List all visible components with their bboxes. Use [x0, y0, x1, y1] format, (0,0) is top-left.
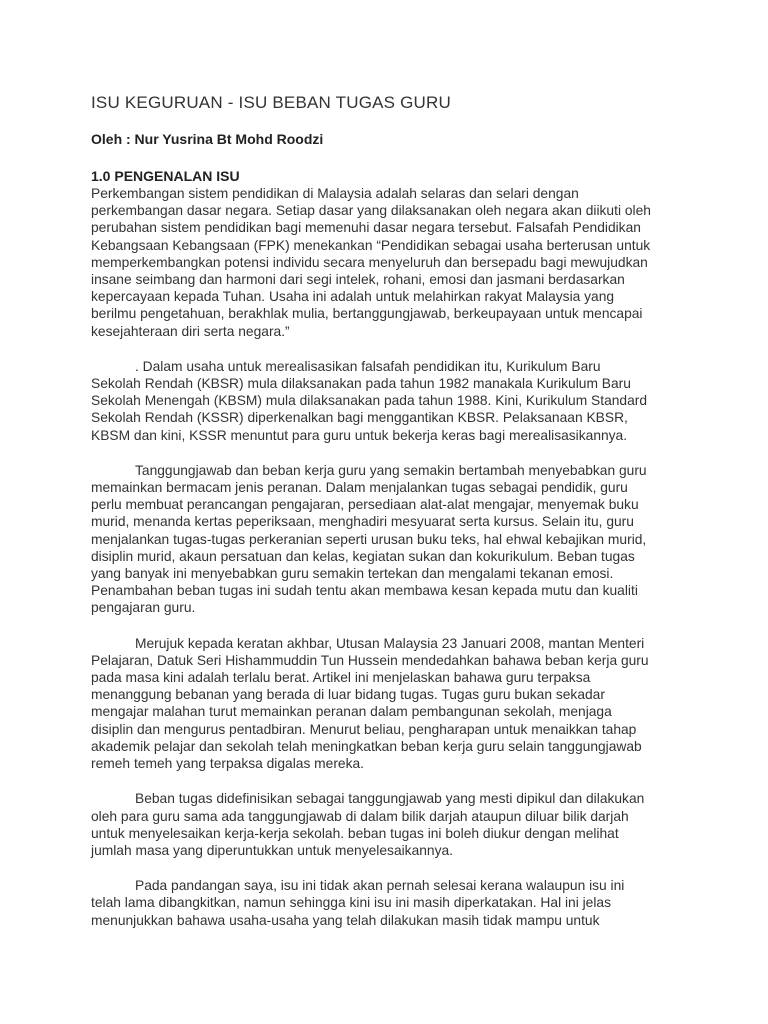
- paragraph-line: perubahan sistem pendidikan bagi memenuhi dasar negara tersebut. Falsafah Pendidikan: [91, 220, 641, 236]
- document-body: [91, 185, 681, 929]
- section-heading: 1.0 PENGENALAN ISU: [91, 168, 240, 184]
- paragraph-line: Sekolah Rendah (KSSR) diperkenalkan bagi menggantikan KBSR. Pelaksanaan KBSR,: [91, 410, 628, 426]
- paragraph: [91, 358, 681, 444]
- paragraph-line: murid, menanda kertas peperiksaan, menghadiri mesyuarat serta kursus. Selain itu, guru: [91, 514, 634, 530]
- paragraph-line: jumlah masa yang diperuntukkan untuk menyelesaikannya.: [91, 842, 453, 858]
- paragraph-line: pada masa kini adalah terlalu berat. Artikel ini menjelaskan bahawa guru terpaksa: [91, 670, 591, 686]
- paragraph-line: akademik pelajar dan sekolah telah meningkatkan beban kerja guru selain tanggungjawab: [91, 738, 642, 754]
- document-page: [91, 93, 681, 947]
- paragraph-line: pengajaran guru.: [91, 600, 196, 616]
- paragraph-line: . Dalam usaha untuk merealisasikan falsafah pendidikan itu, Kurikulum Baru: [135, 358, 601, 374]
- paragraph-line: Sekolah Menengah (KBSM) mula dilaksanakan pada tahun 1988. Kini, Kurikulum Standard: [91, 393, 648, 409]
- paragraph-line: menunjukkan bahawa usaha-usaha yang telah dilakukan masih tidak mampu untuk: [91, 912, 600, 928]
- paragraph: [91, 185, 681, 340]
- paragraph-line: perkembangan dasar negara. Setiap dasar yang dilaksanakan oleh negara akan diikuti oleh: [91, 203, 651, 219]
- paragraph-line: kepercayaan kepada Tuhan. Usaha ini adalah untuk melahirkan rakyat Malaysia yang: [91, 289, 615, 305]
- paragraph-line: memperkembangkan potensi individu secara menyeluruh dan bersepadu bagi mewujudkan: [91, 254, 648, 270]
- paragraph-line: berilmu pengetahuan, berakhlak mulia, bertanggungjawab, berkeupayaan untuk mencapai: [91, 306, 643, 322]
- paragraph-line: Perkembangan sistem pendidikan di Malaysia adalah selaras dan selari dengan: [91, 186, 579, 201]
- paragraph-line: Tanggungjawab dan beban kerja guru yang semakin bertambah menyebabkan guru: [135, 462, 647, 478]
- paragraph-line: yang banyak ini menyebabkan guru semakin tertekan dan mengalami tekanan emosi.: [91, 566, 614, 582]
- paragraph-line: oleh para guru sama ada tanggungjawab di dalam bilik darjah ataupun diluar bilik darjah: [91, 808, 629, 824]
- paragraph-line: menjalankan tugas-tugas perkeranian seperti urusan buku teks, hal ehwal kebajikan murid,: [91, 531, 647, 547]
- paragraph-line: Kebangsaan Kebangsaan (FPK) menekankan “Pendidikan sebagai usaha berterusan untuk: [91, 237, 651, 253]
- paragraph-line: mengajar malahan turut memainkan peranan dalam pembangunan sekolah, menjaga: [91, 704, 612, 720]
- paragraph-line: untuk menyelesaikan kerja-kerja sekolah. beban tugas ini boleh diukur dengan melihat: [91, 825, 619, 841]
- paragraph-line: Pelajaran, Datuk Seri Hishammuddin Tun Hussein mendedahkan bahawa beban kerja guru: [91, 652, 649, 668]
- paragraph-line: disiplin murid, akaun persatuan dan kelas, kegiatan sukan dan kokurikulum. Beban tugas: [91, 548, 635, 564]
- document-title: ISU KEGURUAN - ISU BEBAN TUGAS GURU: [91, 93, 451, 112]
- paragraph: [91, 635, 681, 773]
- paragraph: [91, 462, 681, 617]
- paragraph-line: disiplin dan mengurus pentadbiran. Menurut beliau, pengharapan untuk menaikkan tahap: [91, 721, 637, 737]
- paragraph-line: memainkan bermacam jenis peranan. Dalam menjalankan tugas sebagai pendidik, guru: [91, 480, 628, 496]
- paragraph-line: Penambahan beban tugas ini sudah tentu akan membawa kesan kepada mutu dan kualiti: [91, 583, 638, 599]
- paragraph-line: Beban tugas didefinisikan sebagai tanggungjawab yang mesti dipikul dan dilakukan: [135, 791, 645, 807]
- paragraph-line: insane seimbang dan harmoni dari segi intelek, rohani, emosi dan jasmani berdasarkan: [91, 272, 625, 288]
- paragraph-line: menanggung bebanan yang berada di luar bidang tugas. Tugas guru bukan sekadar: [91, 687, 605, 703]
- paragraph-line: Sekolah Rendah (KBSR) mula dilaksanakan pada tahun 1982 manakala Kurikulum Baru: [91, 376, 631, 392]
- paragraph-line: perlu membuat perancangan pengajaran, persediaan alat-alat mengajar, menyemak buku: [91, 497, 639, 513]
- paragraph-line: Pada pandangan saya, isu ini tidak akan pernah selesai kerana walaupun isu ini: [135, 878, 625, 894]
- paragraph: [91, 877, 681, 929]
- paragraph-line: kesejahteraan diri serta negara.”: [91, 323, 290, 339]
- paragraph-line: telah lama dibangkitkan, namun sehingga kini isu ini masih diperkatakan. Hal ini jelas: [91, 895, 611, 911]
- paragraph-line: remeh temeh yang terpaksa digalas mereka.: [91, 756, 365, 772]
- paragraph-line: Merujuk kepada keratan akhbar, Utusan Malaysia 23 Januari 2008, mantan Menteri: [135, 635, 645, 651]
- document-author: Oleh : Nur Yusrina Bt Mohd Roodzi: [91, 131, 324, 147]
- paragraph-line: KBSM dan kini, KSSR menuntut para guru untuk bekerja keras bagi merealisasikannya.: [91, 427, 628, 443]
- paragraph: [91, 790, 681, 859]
